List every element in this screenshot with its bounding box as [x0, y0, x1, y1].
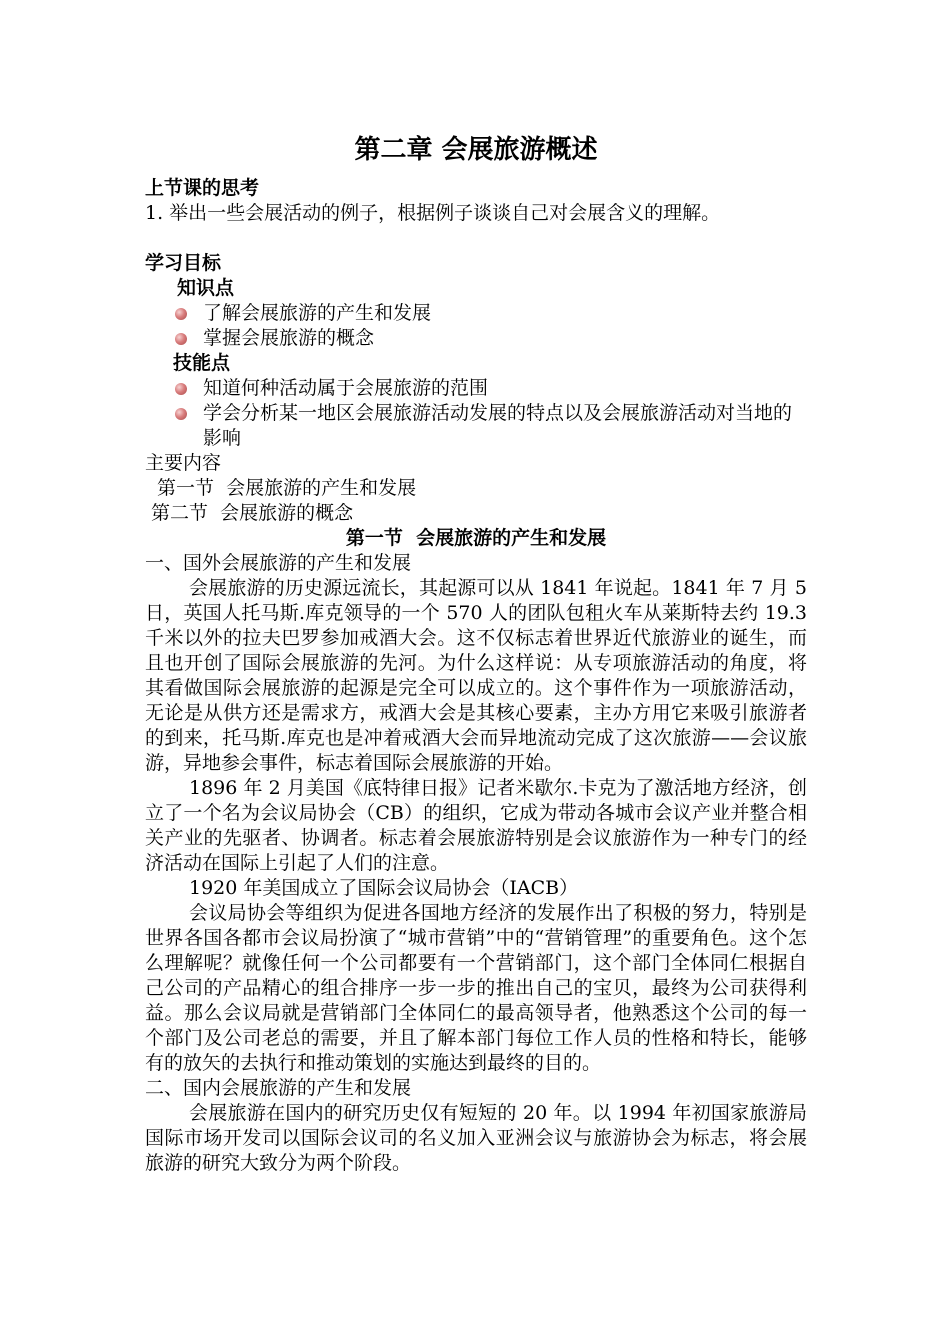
section-heading: 第一节 会展旅游的产生和发展 [345, 527, 607, 549]
spacer [145, 226, 807, 251]
bullet-icon [175, 308, 187, 320]
list-item [175, 401, 807, 451]
knowledge-heading: 知识点 [177, 277, 235, 299]
contents-heading: 主要内容 [145, 452, 222, 474]
contents-item: 第二节 会展旅游的概念 [151, 502, 354, 524]
list-item [175, 301, 807, 326]
paragraph: 会展旅游在国内的研究历史仅有短短的 20 年。以 1994 年初国家旅游局国际市场开发司以国际会议司的名义加入亚洲会议与旅游协会为标志，将会展旅游的研究大致分为两个阶段。 [145, 1102, 807, 1174]
paragraph: 1896 年 2 月美国《底特律日报》记者米歇尔.卡克为了激活地方经济，创立了一个名为会议局协会（CB）的组织，它成为带动各城市会议产业并整合相关产业的先驱者、协调者。标志着会展旅游特别是会议旅游作为一种专门的经济活动在国际上引起了人们的注意。 [145, 777, 807, 874]
list-item [175, 326, 807, 351]
part2-heading: 二、国内会展旅游的产生和发展 [145, 1077, 412, 1099]
knowledge-list [145, 301, 807, 351]
review-question: 1. 举出一些会展活动的例子，根据例子谈谈自己对会展含义的理解。 [145, 202, 721, 224]
skills-list [145, 376, 807, 451]
bullet-icon [175, 383, 187, 395]
paragraph: 会议局协会等组织为促进各国地方经济的发展作出了积极的努力，特别是世界各国各都市会议局扮演了“城市营销”中的“营销管理”的重要角色。这个怎么理解呢？就像任何一个公司都要有一个营销部门，这个部门全体同仁根据自己公司的产品精心的组合排序一步一步的推出自己的宝贝，最终为公司获得利益。那么会议局就是营销部门全体同仁的最高领导者，他熟悉这个公司的每一个部门及公司老总的需要，并且了解本部门每位工作人员的性格和特长，能够有的放矢的去执行和推动策划的实施达到最终的目的。 [145, 902, 807, 1074]
objectives-heading: 学习目标 [145, 252, 222, 274]
chapter-title: 第二章 会展旅游概述 [354, 135, 598, 165]
review-heading: 上节课的思考 [145, 177, 260, 199]
list-item-text: 了解会展旅游的产生和发展 [203, 302, 432, 324]
bullet-icon [175, 408, 187, 420]
list-item-text: 学会分析某一地区会展旅游活动发展的特点以及会展旅游活动对当地的影响 [203, 402, 793, 449]
list-item-text: 知道何种活动属于会展旅游的范围 [203, 377, 489, 399]
list-item-text: 掌握会展旅游的概念 [203, 327, 375, 349]
paragraph: 会展旅游的历史源远流长，其起源可以从 1841 年说起。1841 年 7 月 5 日，英国人托马斯.库克领导的一个 570 人的团队包租火车从莱斯特去约 19.3 千米以外的拉夫巴罗参加戒酒大会。这不仅标志着世界近代旅游业的诞生，而且也开创了国际会展旅游的先河。为什么这样说：从专项旅游活动的角度，将其看做国际会展旅游的起源是完全可以成立的。这个事件作为一项旅游活动，无论是从供方还是需求方，戒酒大会是其核心要素，主办方用它来吸引旅游者的到来，托马斯.库克也是冲着戒酒大会而异地流动完成了这次旅游——会议旅游，异地参会事件，标志着国际会展旅游的开始。 [145, 577, 807, 774]
contents-item: 第一节 会展旅游的产生和发展 [157, 477, 417, 499]
list-item [175, 376, 807, 401]
paragraph: 1920 年美国成立了国际会议局协会（IACB） [189, 877, 579, 899]
skills-heading: 技能点 [173, 352, 231, 374]
bullet-icon [175, 333, 187, 345]
document-page [145, 130, 807, 1176]
part1-heading: 一、国外会展旅游的产生和发展 [145, 552, 412, 574]
